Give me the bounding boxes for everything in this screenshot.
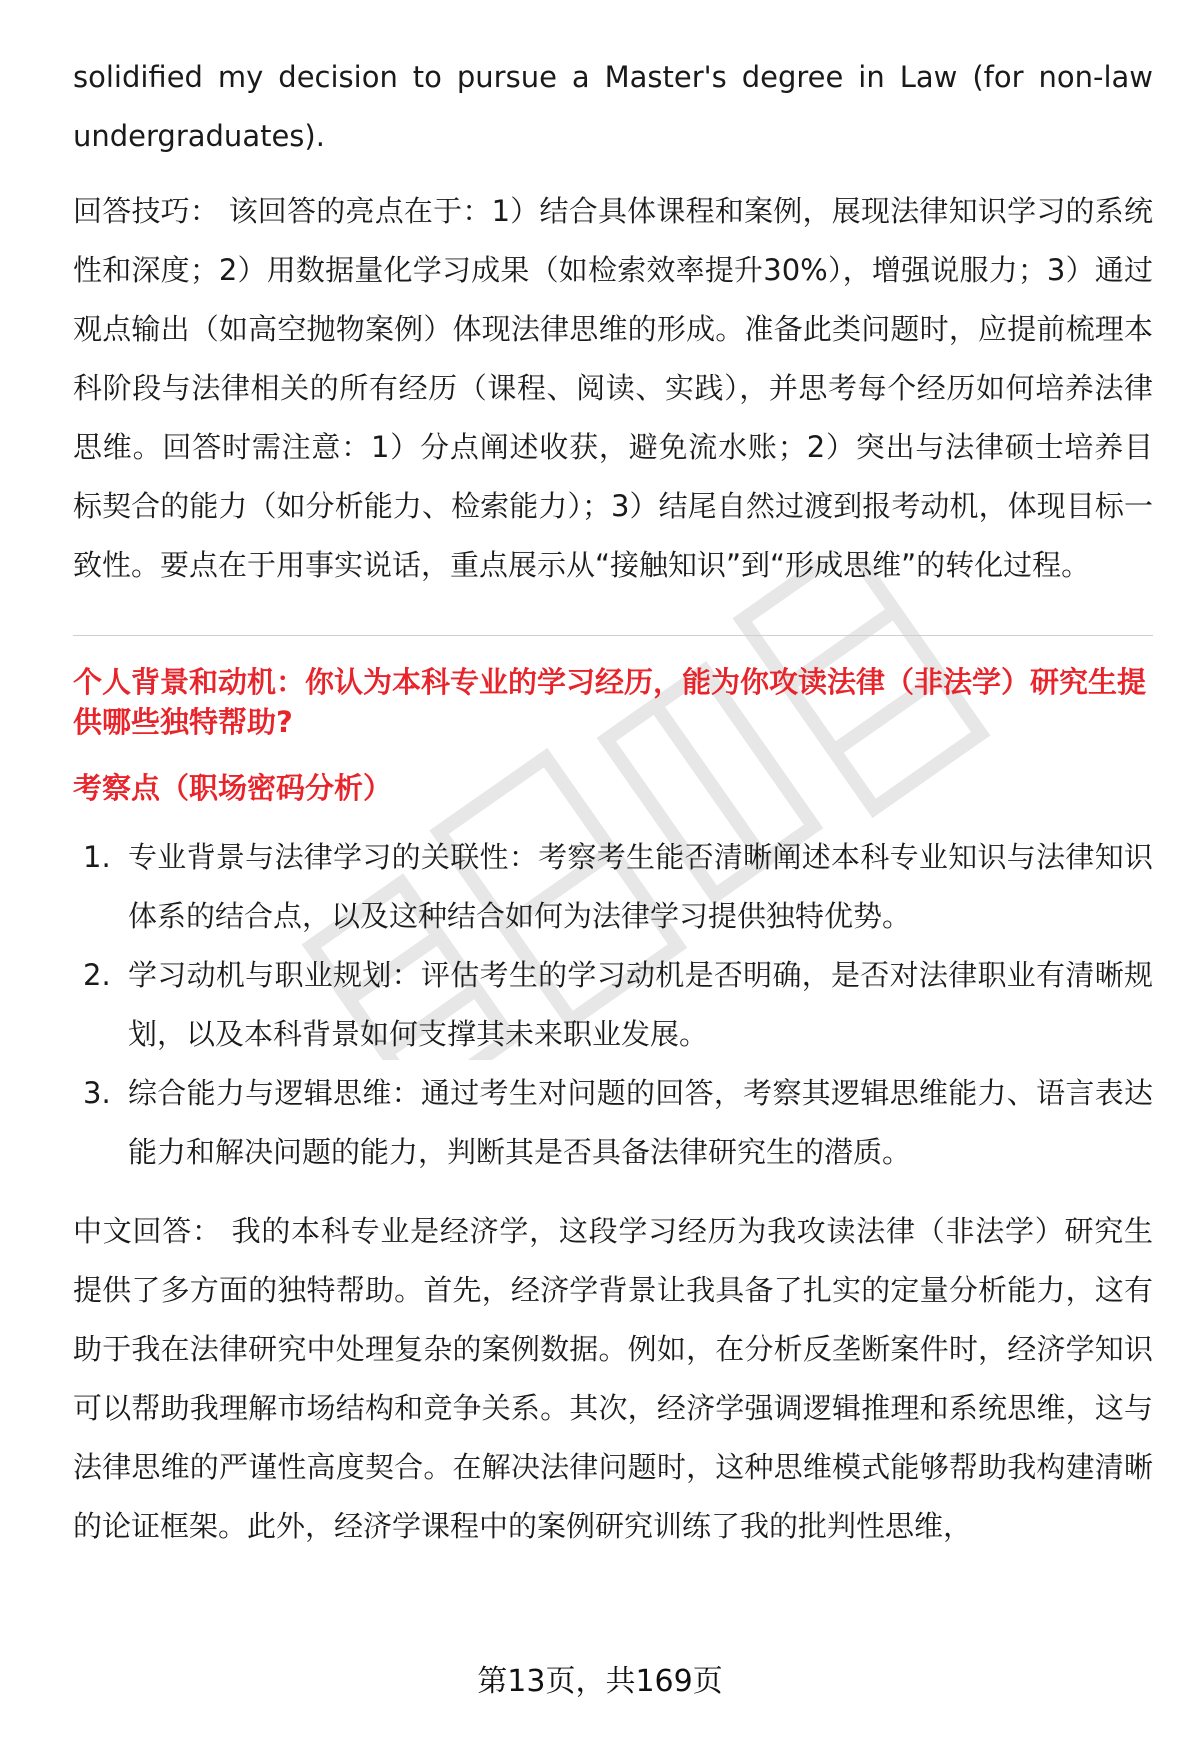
focus-heading: 考察点（职场密码分析） xyxy=(73,771,393,805)
list-item-number: 2. xyxy=(83,958,111,992)
main-content xyxy=(73,48,1153,1556)
section-divider xyxy=(73,635,1153,636)
chinese-answer-paragraph: 中文回答： 我的本科专业是经济学，这段学习经历为我攻读法律（非法学）研究生提供了多方面的独特帮助。首先，经济学背景让我具备了扎实的定量分析能力，这有助于我在法律研究中处理复杂的案例数据。例如，在分析反垄断案件时，经济学知识可以帮助我理解市场结构和竞争关系。其次，经济学强调逻辑推理和系统思维，这与法律思维的严谨性高度契合。在解决法律问题时，这种思维模式能够帮助我构建清晰的论证框架。此外，经济学课程中的案例研究训练了我的批判性思维， xyxy=(73,1214,1153,1543)
focus-points-list xyxy=(73,828,1153,1182)
answer-tips-paragraph: 回答技巧： 该回答的亮点在于：1）结合具体课程和案例，展现法律知识学习的系统性和深度；2）用数据量化学习成果（如检索效率提升30%），增强说服力；3）通过观点输出（如高空抛物案例）体现法律思维的形成。准备此类问题时，应提前梳理本科阶段与法律相关的所有经历（课程、阅读、实践），并思考每个经历如何培养法律思维。回答时需注意：1）分点阐述收获，避免流水账；2）突出与法律硕士培养目标契合的能力（如分析能力、检索能力）；3）结尾自然过渡到报考动机，体现目标一致性。要点在于用事实说话，重点展示从“接触知识”到“形成思维”的转化过程。 xyxy=(73,194,1153,582)
question-heading: 个人背景和动机：你认为本科专业的学习经历，能为你攻读法律（非法学）研究生提供哪些独特帮助? xyxy=(73,665,1147,739)
list-item xyxy=(73,1064,1153,1182)
intro-paragraph: solidified my decision to pursue a Master's degree in Law (for non-law undergraduates). xyxy=(73,60,1153,153)
list-item-text: 学习动机与职业规划：评估考生的学习动机是否明确，是否对法律职业有清晰规划，以及本科背景如何支撑其未来职业发展。 xyxy=(128,958,1153,1051)
list-item-text: 专业背景与法律学习的关联性：考察考生能否清晰阐述本科专业知识与法律知识体系的结合点，以及这种结合如何为法律学习提供独特优势。 xyxy=(128,840,1153,933)
page-number-footer: 第13页，共169页 xyxy=(477,1664,723,1699)
list-item xyxy=(73,828,1153,946)
list-item xyxy=(73,946,1153,1064)
list-item-text: 综合能力与逻辑思维：通过考生对问题的回答，考察其逻辑思维能力、语言表达能力和解决问题的能力，判断其是否具备法律研究生的潜质。 xyxy=(128,1076,1153,1169)
list-item-number: 3. xyxy=(83,1076,111,1110)
list-item-number: 1. xyxy=(83,840,111,874)
